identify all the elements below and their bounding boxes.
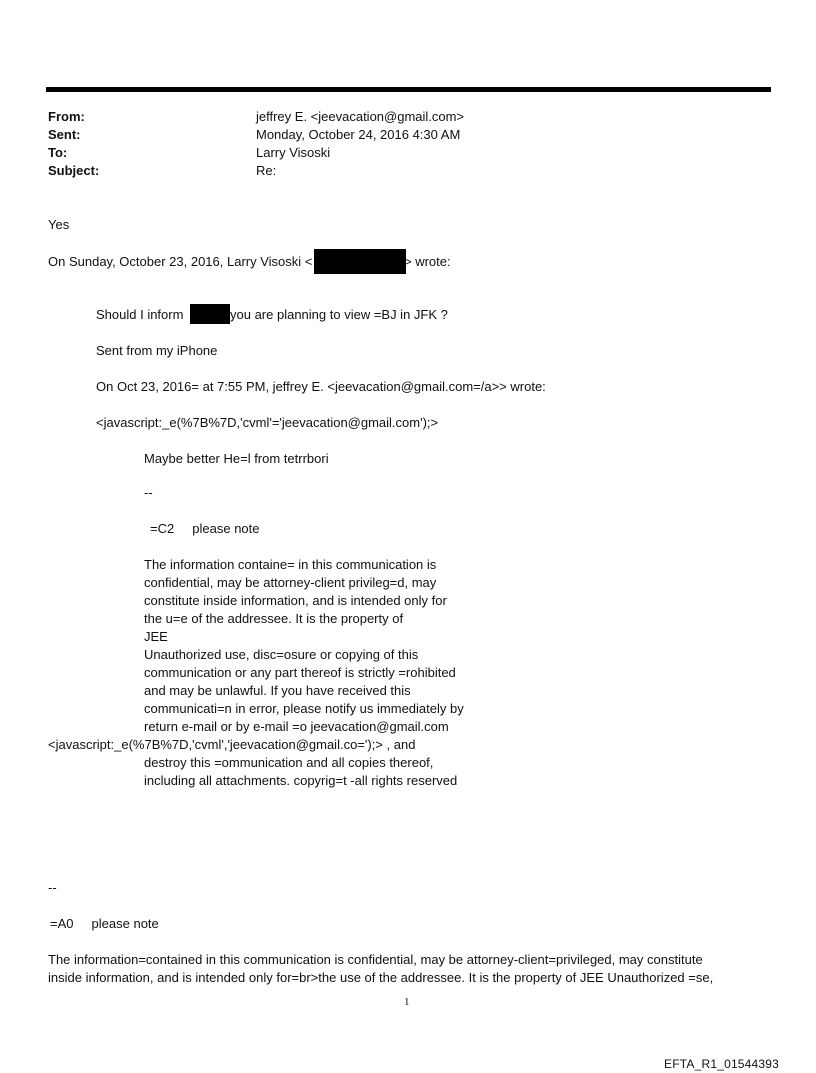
quote1-intro: On Oct 23, 2016= at 7:55 PM, jeffrey E. <jeevacation@gmail.com=/a>> wrote: [96,379,546,394]
page-number: 1 [404,996,410,1008]
signature-dash: -- [48,880,57,895]
from-value: jeffrey E. <jeevacation@gmail.com> [256,109,465,124]
quote-intro-end: > wrote: [404,254,451,269]
subject-label: Subject: [48,163,100,178]
quote-intro-start: On Sunday, October 23, 2016, Larry Visoski < [48,254,313,269]
quote1-signature: Sent from my iPhone [96,343,218,358]
reply-text: Yes [48,217,70,232]
to-label: To: [48,145,68,160]
disclaimer-line: and may be unlawful. If you have received this [144,683,411,698]
disclaimer-line: return e-mail or by e-mail =o jeevacation@gmail.com [144,719,449,734]
disclaimer-line: the u=e of the addressee. It is the property of [144,611,404,626]
quote1-line-end: you are planning to view =BJ in JFK ? [230,307,448,322]
disclaimer-javascript: <javascript:_e(%7B%7D,'cvml','jeevacation@gmail.co=');> , and [48,737,416,752]
disclaimer-line: The information containe= in this communication is [144,557,437,572]
disclaimer-line: constitute inside information, and is intended only for [144,593,447,608]
quote1-line-start: Should I inform [96,307,184,322]
header-rule [46,87,771,92]
footer-disclaimer-line: inside information, and is intended only for=br>the use of the addressee. It is the property of JEE Unauthorized =se, [48,970,714,985]
quote2-dash: -- [144,485,153,500]
document-id: EFTA_R1_01544393 [664,1057,780,1071]
subject-value: Re: [256,163,277,178]
disclaimer-line: confidential, may be attorney-client privileg=d, may [144,575,437,590]
footer-disclaimer-line: The information=contained in this communication is confidential, may be attorney-client=privileged, may constitute [48,952,703,967]
sent-label: Sent: [48,127,81,142]
redaction-box [190,304,230,324]
quote2-line: Maybe better He=l from tetrrbori [144,451,329,466]
disclaimer-line: Unauthorized use, disc=osure or copying of this [144,647,419,662]
disclaimer-line: destroy this =ommunication and all copies thereof, [144,755,434,770]
quote2-note: =C2 please note [150,521,260,536]
disclaimer-line: JEE [144,629,168,644]
signature-note: =A0 please note [50,916,159,931]
disclaimer-line: communicati=n in error, please notify us immediately by [144,701,464,716]
to-value: Larry Visoski [256,145,331,160]
disclaimer-line: including all attachments. copyrig=t -all rights reserved [144,773,458,788]
redaction-box [314,249,406,274]
quote1-javascript: <javascript:_e(%7B%7D,'cvml'='jeevacation@gmail.com');> [96,415,439,430]
disclaimer-line: communication or any part thereof is strictly =rohibited [144,665,456,680]
sent-value: Monday, October 24, 2016 4:30 AM [256,127,461,142]
from-label: From: [48,109,85,124]
